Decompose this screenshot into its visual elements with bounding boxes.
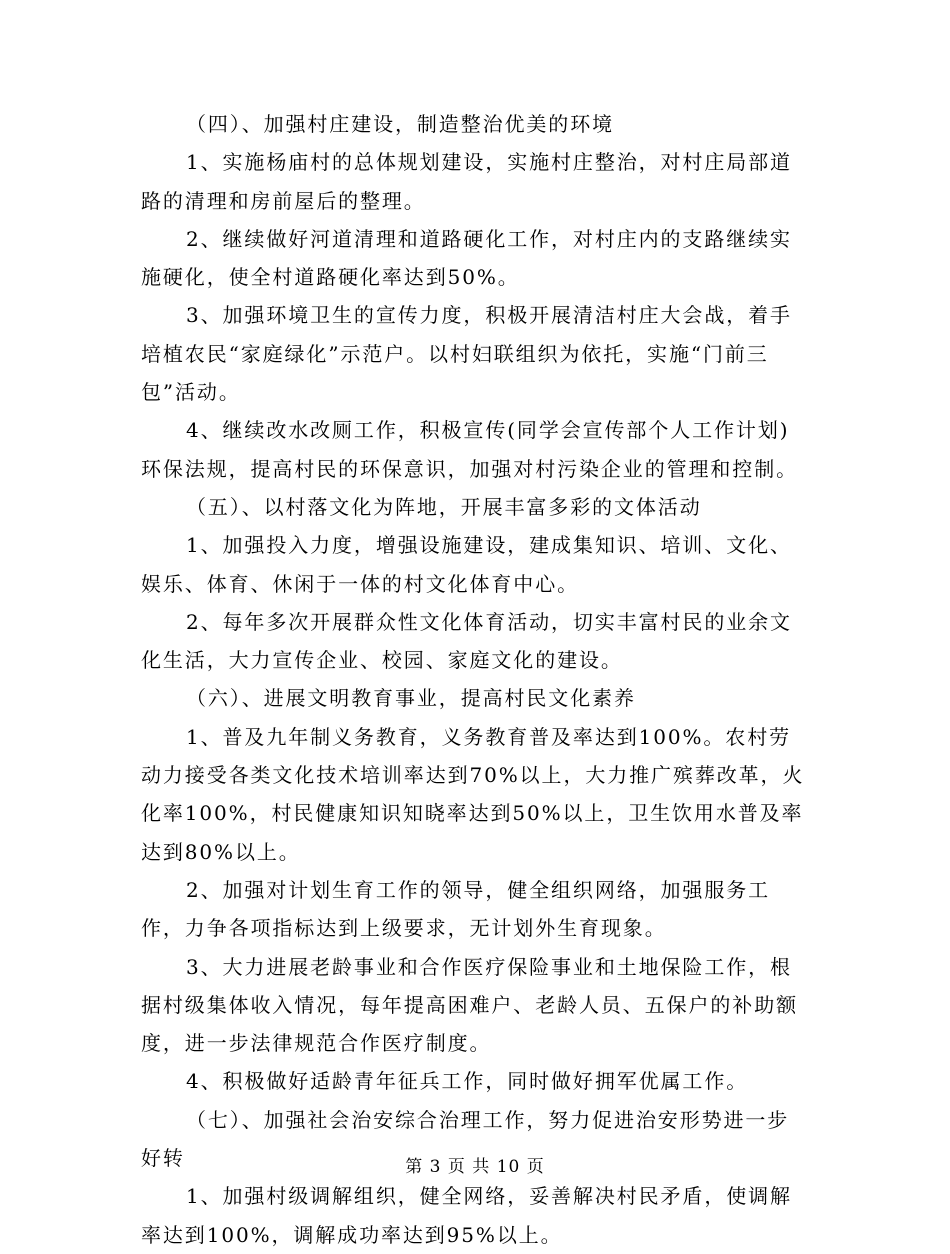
paragraph-4-3: 3、加强环境卫生的宣传力度，积极开展清洁村庄大会战，着手培植农民“家庭绿化”示范户。以村妇联组织为依托，实施“门前三包”活动。 — [141, 303, 792, 405]
paragraph-6-4: 4、积极做好适龄青年征兵工作，同时做好拥军优属工作。 — [186, 1069, 749, 1094]
section-heading-6: （六）、进展文明教育事业，提高村民文化素养 — [186, 686, 636, 711]
paragraph-4-1: 1、实施杨庙村的总体规划建设，实施村庄整治，对村庄局部道路的清理和房前屋后的整理。 — [141, 150, 792, 213]
paragraph-6-3: 3、大力进展老龄事业和合作医疗保险事业和土地保险工作，根据村级集体收入情况，每年提高困难户、老龄人员、五保户的补助额度，进一步法律规范合作医疗制度。 — [141, 954, 798, 1056]
section-heading-5: （五）、以村落文化为阵地，开展丰富多彩的文体活动 — [186, 494, 702, 519]
section-heading-4: （四）、加强村庄建设，制造整治优美的环境 — [186, 112, 614, 136]
paragraph-5-2: 2、每年多次开展群众性文化体育活动，切实丰富村民的业余文化生活，大力宣传企业、校园、家庭文化的建设。 — [141, 609, 792, 673]
paragraph-7-1: 1、加强村级调解组织，健全网络，妥善解决村民矛盾，使调解率达到100%，调解成功率达到95%以上。 — [141, 1184, 792, 1247]
paragraph-4-2: 2、继续做好河道清理和道路硬化工作，对村庄内的支路继续实施硬化，使全村道路硬化率达到50%。 — [141, 226, 792, 290]
section-heading-7: （七）、加强社会治安综合治理工作，努力促进治安形势进一步好转 — [141, 1107, 790, 1171]
document-body — [141, 105, 811, 1254]
paragraph-6-1: 1、普及九年制义务教育，义务教育普及率达到100%。农村劳动力接受各类文化技术培训率达到70%以上，大力推广殡葬改革，火化率100%，村民健康知识知晓率达到50%以上，卫生饮用水普及率达到80%以上。 — [141, 724, 805, 864]
paragraph-5-1: 1、加强投入力度，增强设施建设，建成集知识、培训、文化、娱乐、体育、休闲于一体的村文化体育中心。 — [141, 533, 792, 596]
page-number-footer: 第 3 页 共 10 页 — [405, 1157, 545, 1177]
paragraph-4-4: 4、继续改水改厕工作，积极宣传(同学会宣传部个人工作计划)环保法规，提高村民的环保意识，加强对村污染企业的管理和控制。 — [141, 418, 798, 481]
paragraph-6-2: 2、加强对计划生育工作的领导，健全组织网络，加强服务工作，力争各项指标达到上级要求，无计划外生育现象。 — [141, 877, 771, 941]
